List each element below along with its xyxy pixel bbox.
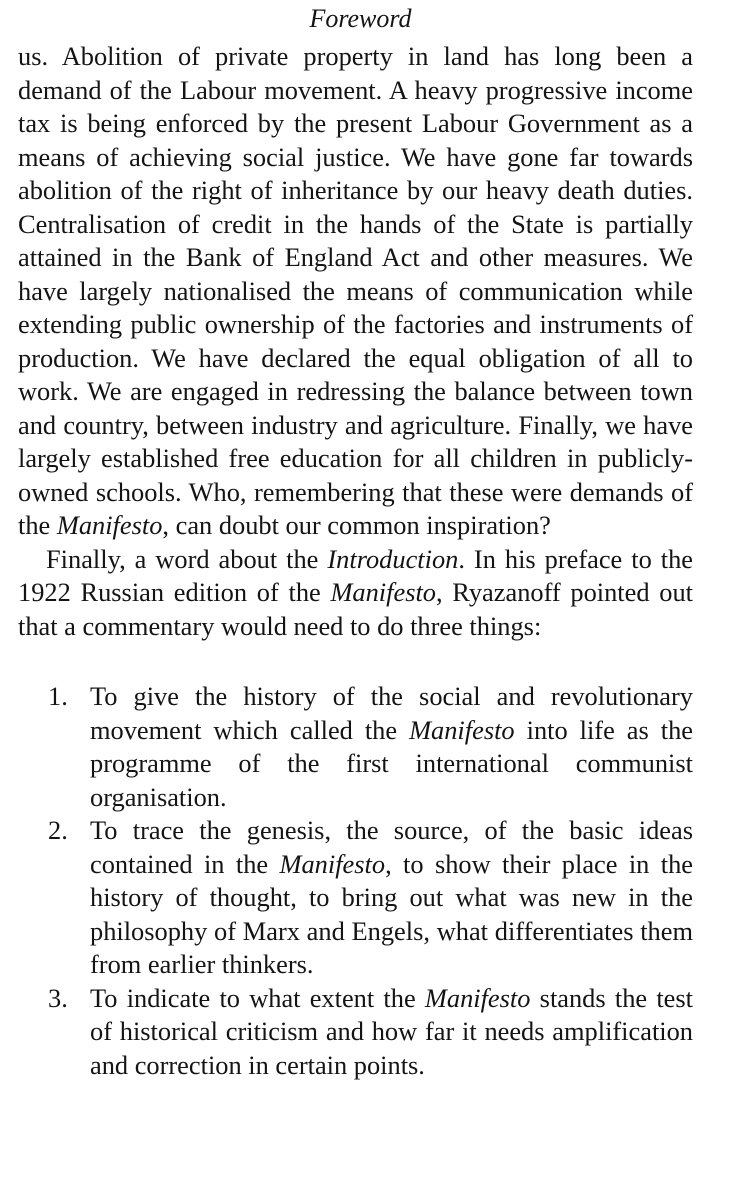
list-item-text — [90, 983, 693, 1080]
text-run: To indicate to what extent the — [90, 982, 425, 1013]
list-number: 1. — [48, 681, 68, 711]
text-run: . In his preface to the 1922 Russian edition of the — [18, 543, 693, 607]
running-head: Foreword — [309, 4, 412, 33]
list-item — [18, 814, 693, 982]
italic-title: Introduction — [327, 543, 459, 574]
text-run: , can doubt our common inspiration? — [162, 510, 551, 540]
document-page — [18, 0, 693, 1082]
list-item-text — [90, 815, 693, 979]
italic-title: Manifesto — [330, 577, 436, 607]
text-run: , to show their place in the history of thought, to bring out what was new in the philosophy of Marx and Engels, what differentiates them from earlier thinkers. — [90, 848, 693, 979]
text-run: Finally, a word about the — [46, 543, 328, 574]
list-item-text — [90, 681, 693, 812]
italic-title: Manifesto — [424, 982, 531, 1013]
text-run: into life as the programme of the first international communist organisation. — [90, 714, 693, 812]
italic-title: Manifesto — [56, 510, 163, 540]
list-item — [18, 680, 693, 814]
paragraph-2 — [18, 543, 693, 644]
italic-title: Manifesto — [279, 848, 386, 879]
text-run: us. Abolition of private property in land has long been a demand of the Labour movement. A heavy progressive income tax is being enforced by the present Labour Government as a means of achieving social justice. We have gone far towards abolition of the right of inheritance by our heavy death duties. Centralisation of credit in the hands of the State is partially attained in the Bank of England Act and other measures. We have largely nationalised the means of communication while extending public ownership of the factories and instruments of production. We have declared the equal obligation of all to work. We are engaged in redressing the balance between town and country, between industry and agriculture. Finally, we have largely established free education for all children in publicly-owned schools. Who, remembering that these were demands of the — [18, 41, 693, 540]
italic-title: Manifesto — [409, 714, 515, 745]
text-run: To trace the genesis, the source, of the basic ideas contained in the — [90, 815, 693, 879]
list-number: 2. — [48, 815, 68, 845]
text-run: , Ryazanoff pointed out that a commentary would need to do three things: — [18, 577, 693, 641]
numbered-list — [18, 680, 693, 1082]
list-number: 3. — [48, 982, 68, 1013]
paragraph-1 — [18, 40, 693, 543]
list-item — [18, 982, 693, 1083]
text-run: stands the test of historical criticism and how far it needs amplification and correction in certain points. — [90, 982, 693, 1080]
text-run: To give the history of the social and revolutionary movement which called the — [90, 681, 693, 745]
